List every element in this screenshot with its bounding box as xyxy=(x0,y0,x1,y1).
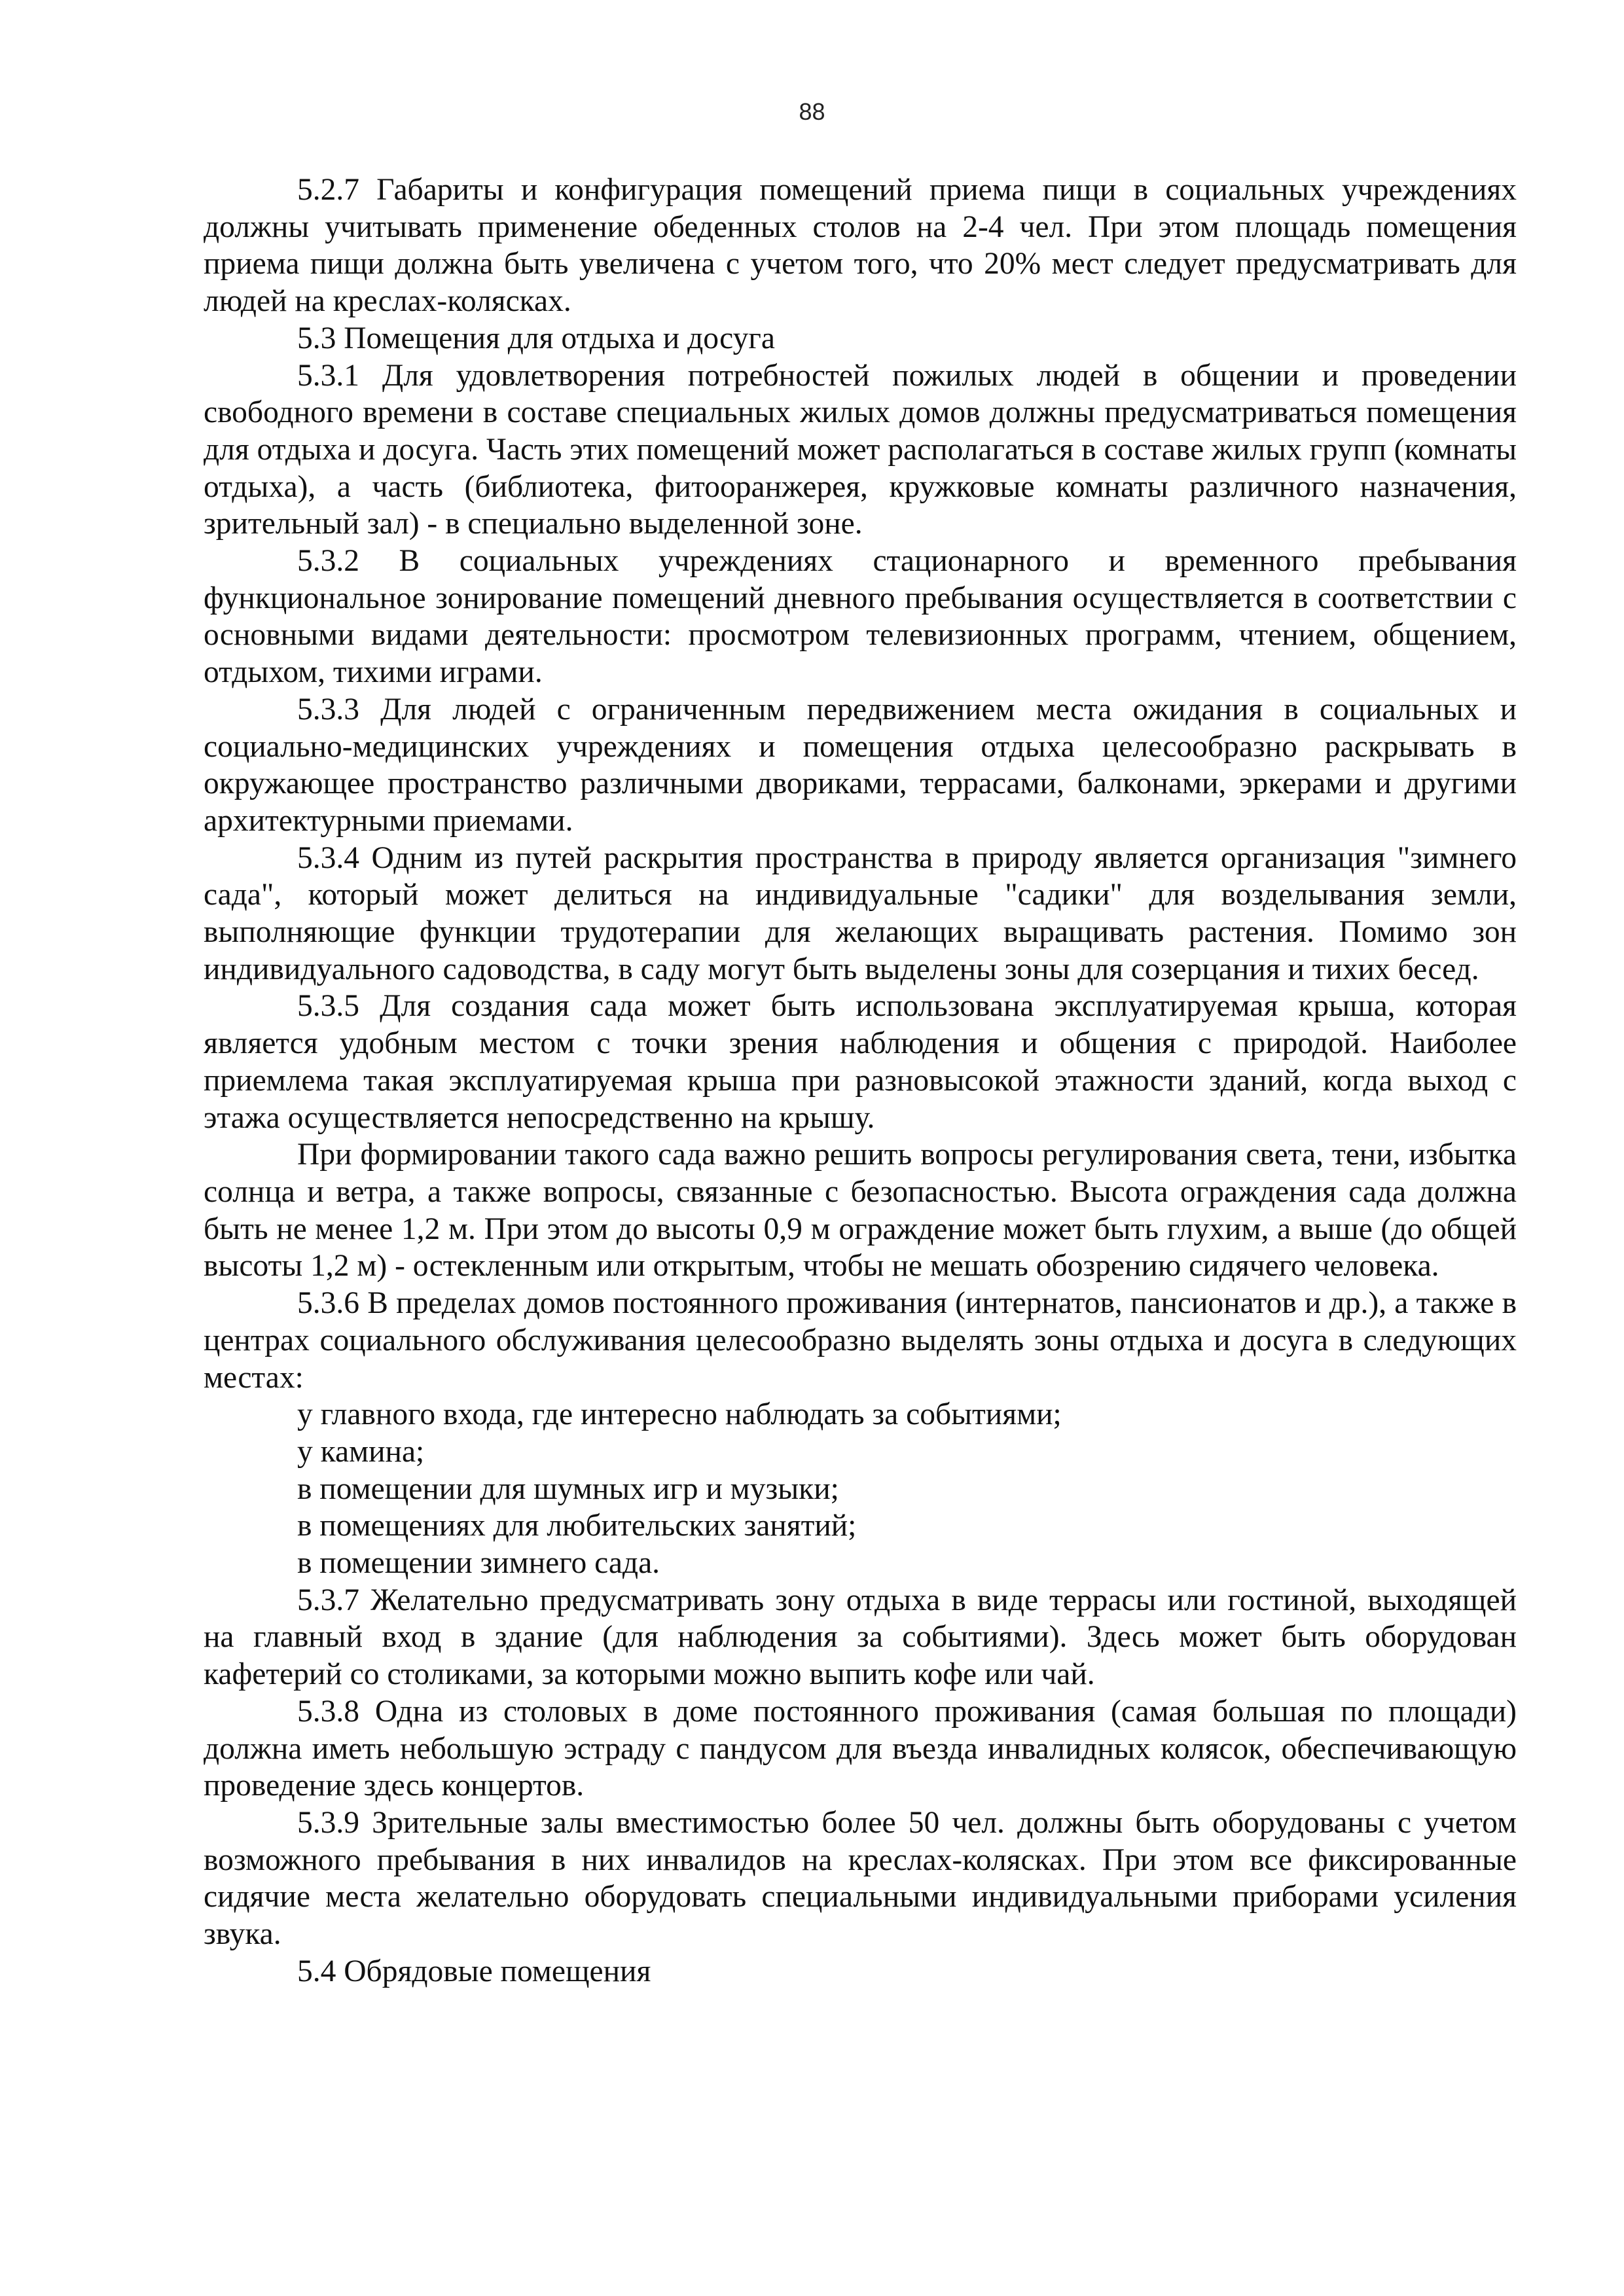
paragraph-garden-fencing: При формировании такого сада важно решить вопросы регулирования света, тени, избытка солнца и ветра, а также вопросы, связанные с безопасностью. Высота ограждения сада должна быть не менее 1,2 м. При этом до высоты 0,9 м ограждение может быть глухим, а выше (до общей высоты 1,2 м) - остекленным или открытым, чтобы не мешать обозрению сидячего человека. xyxy=(204,1138,1517,1283)
list-item: у камина; xyxy=(297,1434,425,1469)
paragraph-5-2-7: 5.2.7 Габариты и конфигурация помещений приема пищи в социальных учреждениях должны учитывать применение обеденных столов на 2-4 чел. При этом площадь помещения приема пищи должна быть увеличена с учетом того, что 20% мест следует предусматривать для людей на креслах-колясках. xyxy=(204,173,1517,319)
paragraph-5-3-3: 5.3.3 Для людей с ограниченным передвижением места ожидания в социальных и социально-медицинских учреждениях и помещения отдыха целесообразно раскрывать в окружающее пространство различными двориками, террасами, балконами, эркерами и другими архитектурными приемами. xyxy=(204,692,1517,838)
list-item: в помещении для шумных игр и музыки; xyxy=(297,1471,839,1506)
paragraph-5-3-7: 5.3.7 Желательно предусматривать зону отдыха в виде террасы или гостиной, выходящей на главный вход в здание (для наблюдения за событиями). Здесь может быть оборудован кафетерий со столиками, за которыми можно выпить кофе или чай. xyxy=(204,1583,1517,1692)
heading-5-4: 5.4 Обрядовые помещения xyxy=(297,1954,651,1988)
paragraph-5-3-1: 5.3.1 Для удовлетворения потребностей пожилых людей в общении и проведении свободного времени в составе специальных жилых домов должны предусматриваться помещения для отдыха и досуга. Часть этих помещений может располагаться в составе жилых групп (комнаты отдыха), а часть (библиотека, фитооранжерея, кружковые комнаты различного назначения, зрительный зал) - в специально выделенной зоне. xyxy=(204,358,1517,541)
heading-5-3: 5.3 Помещения для отдыха и досуга xyxy=(297,321,775,355)
list-item: у главного входа, где интересно наблюдать за событиями; xyxy=(297,1397,1062,1432)
paragraph-5-3-4: 5.3.4 Одним из путей раскрытия пространства в природу является организация "зимнего сада", который может делиться на индивидуальные "садики" для возделывания земли, выполняющие функции трудотерапии для желающих выращивать растения. Помимо зон индивидуального садоводства, в саду могут быть выделены зоны для созерцания и тихих бесед. xyxy=(204,840,1517,986)
paragraph-5-3-9: 5.3.9 Зрительные залы вместимостью более 50 чел. должны быть оборудованы с учетом возможного пребывания в них инвалидов на креслах-колясках. При этом все фиксированные сидячие места желательно оборудовать специальными индивидуальными приборами усиления звука. xyxy=(204,1805,1517,1952)
paragraph-5-3-5: 5.3.5 Для создания сада может быть использована эксплуатируемая крыша, которая является удобным местом с точки зрения наблюдения и общения с природой. Наиболее приемлема такая эксплуатируемая крыша при разновысокой этажности зданий, когда выход с этажа осуществляется непосредственно на крышу. xyxy=(204,989,1517,1135)
paragraph-5-3-2: 5.3.2 В социальных учреждениях стационарного и временного пребывания функциональное зонирование помещений дневного пребывания осуществляется в соответствии с основными видами деятельности: просмотром телевизионных программ, чтением, общением, отдыхом, тихими играми. xyxy=(204,544,1517,690)
list-item: в помещениях для любительских занятий; xyxy=(297,1509,857,1543)
paragraph-5-3-8: 5.3.8 Одна из столовых в доме постоянного проживания (самая большая по площади) должна иметь небольшую эстраду с пандусом для въезда инвалидных колясок, обеспечивающую проведение здесь концертов. xyxy=(204,1694,1517,1803)
list-item: в помещении зимнего сада. xyxy=(297,1546,660,1581)
document-body xyxy=(204,171,1517,1990)
page-number: 88 xyxy=(799,98,825,125)
paragraph-5-3-6: 5.3.6 В пределах домов постоянного проживания (интернатов, пансионатов и др.), а также в центрах социального обслуживания целесообразно выделять зоны отдыха и досуга в следующих местах: xyxy=(204,1286,1517,1395)
